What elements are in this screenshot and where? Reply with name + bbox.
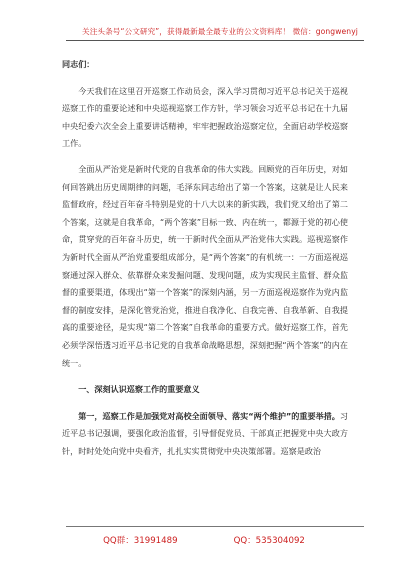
header-promo-text: 关注头条号“公文研究”，获得最新最全最专业的公文资料库！ 微信：gongwenyj (82, 27, 358, 36)
paragraph-1: 今天我们在这里召开巡察工作动员会，深入学习贯彻习近平总书记关于巡视巡察工作的重要论述和中央巡视巡察工作方针，学习领会习近平总书记在十九届中央纪委六次全会上重要讲话精神，牢牢把握政治巡察定位，全面启动学校巡察工作。 (62, 85, 348, 149)
paragraph-3-lead: 第一，巡察工作是加强党对高校全面领导、落实“两个维护”的重要举措。 (78, 410, 340, 421)
greeting: 同志们： (62, 59, 95, 69)
footer-qq: QQ：535304092 (233, 536, 305, 546)
footer-divider (66, 526, 364, 527)
section-heading: 一、深刻认识巡察工作的重要意义 (78, 384, 200, 395)
paragraph-3-text: 习近平总书记强调，要强化政治监督，引导督促党员、干部真正把握党中央大政方针，时时处处向党中央看齐，扎扎实实贯彻党中央决策部署。巡察是政治 (62, 410, 348, 456)
footer-qq-group: QQ群：31991489 (103, 536, 178, 546)
paragraph-2: 全面从严治党是新时代党的自我革命的伟大实践。回顾党的百年历史，对如何回答跳出历史周期律的问题，毛泽东同志给出了第一个答案，这就是让人民来监督政府，经过百年奋斗特别是党的十八大以来的新实践，我们党又给出了第二个答案，这就是自我革命，“两个答案”目标一致、内在统一，都源于党的初心使命，贯穿党的百年奋斗历史，统一于新时代全面从严治党伟大实践。巡视巡察作为新时代全面从严治党重要组成部分，是“两个答案”的有机统一：一方面巡视巡察通过深入群众、依靠群众来发掘问题、发现问题，成为实现民主监督、群众监督的重要渠道，体现出“第一个答案”的深刻内涵，另一方面巡视巡察作为党内监督的制度安排，是深化管党治党，推进自我净化、自我完善、自我革新、自我提高的重要途径，是实现“第二个答案”自我革命的重要方式。做好巡察工作，首先必须学深悟透习近平总书记党的自我革命战略思想，深刻把握“两个答案”的内在统一。 (62, 163, 348, 368)
document-body (62, 56, 348, 460)
footer (0, 534, 408, 546)
paragraph-3 (62, 408, 348, 461)
header-divider (66, 40, 364, 41)
